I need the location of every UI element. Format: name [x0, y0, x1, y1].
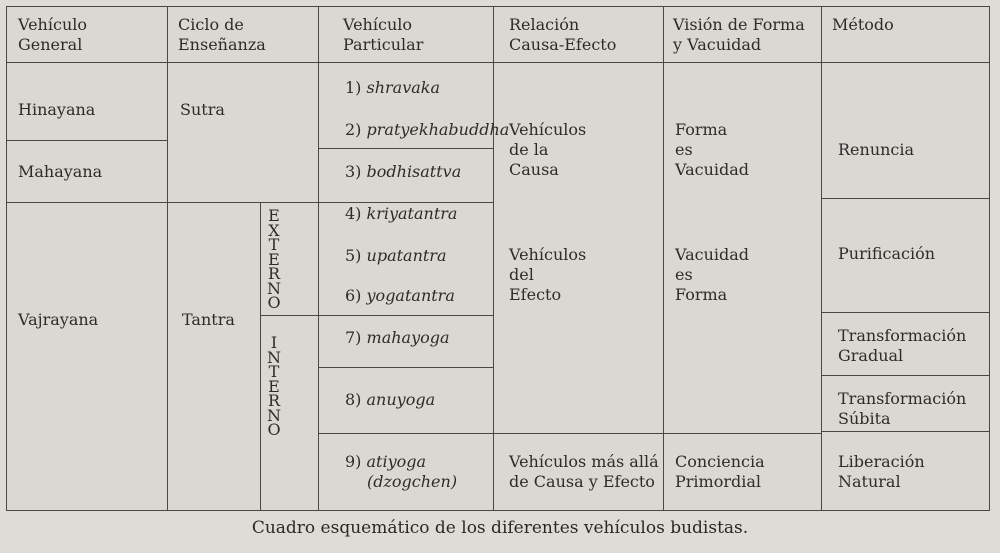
metodo-renuncia: [838, 140, 914, 160]
item-name: kriyatantra: [366, 204, 458, 223]
ciclo-sutra: Sutra: [180, 100, 225, 119]
letter: T: [268, 235, 280, 254]
header-relacion: [509, 15, 616, 55]
item-number: 9): [345, 452, 362, 471]
row-divider-hinayana-mahayana: [6, 140, 167, 141]
header-text: y Vacuidad: [673, 35, 762, 54]
particular-4: [345, 204, 457, 224]
header-text: Vehículo: [343, 15, 412, 34]
letter: E: [268, 376, 280, 396]
header-ciclo: [178, 15, 266, 55]
item-number: 4): [345, 204, 362, 223]
row-divider-externo-interno: [260, 315, 493, 316]
col-divider: [167, 6, 168, 511]
letter: R: [267, 264, 281, 283]
vision-vacuidad-forma: [675, 245, 749, 305]
row-divider-metodo-subita: [821, 431, 990, 432]
item-number: 6): [345, 286, 362, 305]
letter: I: [270, 333, 278, 352]
letter: T: [268, 362, 280, 381]
row-divider-metodo-renuncia: [821, 198, 990, 199]
letter: E: [268, 249, 280, 269]
header-text: General: [18, 35, 83, 54]
header-text: Vehículo: [18, 15, 87, 34]
metodo-text: Transformación: [838, 326, 967, 345]
particular-6: [345, 286, 455, 306]
vision-forma-vacuidad: [675, 120, 749, 180]
item-number: 2): [345, 120, 362, 139]
item-name: upatantra: [366, 246, 447, 265]
header-vision: [673, 15, 805, 55]
table-border-bottom: [6, 510, 990, 511]
relacion-text: Causa: [509, 160, 559, 179]
particular-1: [345, 78, 440, 98]
relacion-text: de la: [509, 140, 549, 159]
general-mahayana: Mahayana: [18, 162, 103, 181]
item-name: mahayoga: [366, 328, 450, 347]
item-number: 1): [345, 78, 362, 97]
metodo-text: Renuncia: [838, 140, 915, 159]
item-number: 8): [345, 390, 362, 409]
relacion-efecto: [509, 245, 586, 305]
col-divider: [821, 6, 822, 511]
particular-7: [345, 328, 450, 348]
particular-5: [345, 246, 447, 266]
table-border-right: [989, 6, 990, 511]
particular-2: [345, 120, 509, 140]
header-vehiculo-particular: [343, 15, 423, 55]
vehicles-table: [6, 6, 990, 511]
letter: O: [267, 420, 281, 439]
metodo-purificacion: [838, 244, 935, 264]
vision-text: Vacuidad: [675, 245, 750, 264]
row-divider-sutra-tantra: [6, 202, 493, 203]
row-divider-metodo-gradual: [821, 375, 990, 376]
vision-text: Conciencia: [675, 452, 765, 471]
col-divider-externo-interno: [260, 202, 261, 511]
col-divider: [493, 6, 494, 511]
particular-8: [345, 390, 435, 410]
header-divider: [6, 62, 990, 63]
general-vajrayana: Vajrayana: [18, 310, 99, 329]
metodo-text: Gradual: [838, 346, 904, 365]
item-number: 5): [345, 246, 362, 265]
vision-text: Vacuidad: [675, 160, 750, 179]
relacion-text: Vehículos: [509, 120, 587, 139]
item-name: atiyoga: [366, 452, 427, 471]
row-divider-bodhisattva: [318, 148, 493, 149]
header-text: Visión de Forma: [673, 15, 805, 34]
ciclo-externo-vertical: [264, 206, 284, 312]
col-divider: [318, 6, 319, 511]
header-text: Causa-Efecto: [509, 35, 617, 54]
table-border-top: [6, 6, 990, 7]
header-text: Particular: [343, 35, 424, 54]
letter: E: [268, 206, 280, 225]
general-hinayana: Hinayana: [18, 100, 96, 119]
item-name: anuyoga: [366, 390, 436, 409]
row-divider-relacion-vision-atiyoga: [493, 433, 821, 434]
letter: N: [267, 405, 281, 425]
item-name: yogatantra: [366, 286, 455, 305]
letter: X: [268, 220, 280, 240]
item-number: 3): [345, 162, 362, 181]
row-divider-mahayoga: [318, 367, 493, 368]
metodo-text: Súbita: [838, 409, 891, 428]
relacion-text: de Causa y Efecto: [509, 472, 655, 491]
particular-9: [345, 452, 457, 492]
ciclo-tantra: Tantra: [182, 310, 235, 329]
header-text: Método: [832, 15, 894, 34]
col-divider: [663, 6, 664, 511]
metodo-text: Liberación: [838, 452, 925, 471]
letter: N: [267, 347, 281, 367]
vision-text: es: [675, 265, 693, 284]
item-name: shravaka: [366, 78, 441, 97]
relacion-text: Efecto: [509, 285, 562, 304]
metodo-subita: [838, 389, 966, 429]
metodo-text: Transformación: [838, 389, 967, 408]
header-text: Enseñanza: [178, 35, 266, 54]
relacion-mas-alla: [509, 452, 659, 492]
relacion-causa: [509, 120, 586, 180]
vision-text: es: [675, 140, 693, 159]
item-name: pratyekhabuddha: [366, 120, 510, 139]
header-text: Relación: [509, 15, 580, 34]
letter: R: [267, 391, 281, 410]
item-number: 7): [345, 328, 362, 347]
item-subname: (dzogchen): [367, 472, 458, 491]
relacion-text: Vehículos: [509, 245, 587, 264]
table-caption: Cuadro esquemático de los diferentes vehículos budistas.: [251, 518, 749, 538]
metodo-text: Natural: [838, 472, 901, 491]
vision-text: Primordial: [675, 472, 761, 491]
metodo-gradual: [838, 326, 966, 366]
relacion-text: Vehículos más allá: [509, 452, 659, 471]
table-border-left: [6, 6, 7, 511]
vision-text: Forma: [675, 285, 728, 304]
letter: O: [267, 293, 281, 312]
letter: N: [267, 278, 281, 298]
ciclo-interno-vertical: [264, 333, 284, 439]
header-vehiculo-general: [18, 15, 87, 55]
item-name: bodhisattva: [366, 162, 462, 181]
header-text: Ciclo de: [178, 15, 244, 34]
metodo-liberacion: [838, 452, 925, 492]
relacion-text: del: [509, 265, 534, 284]
vision-conciencia: [675, 452, 765, 492]
vision-text: Forma: [675, 120, 728, 139]
header-metodo: [832, 15, 894, 35]
particular-3: [345, 162, 461, 182]
row-divider-atiyoga: [318, 433, 493, 434]
metodo-text: Purificación: [838, 244, 936, 263]
row-divider-metodo-purificacion: [821, 312, 990, 313]
